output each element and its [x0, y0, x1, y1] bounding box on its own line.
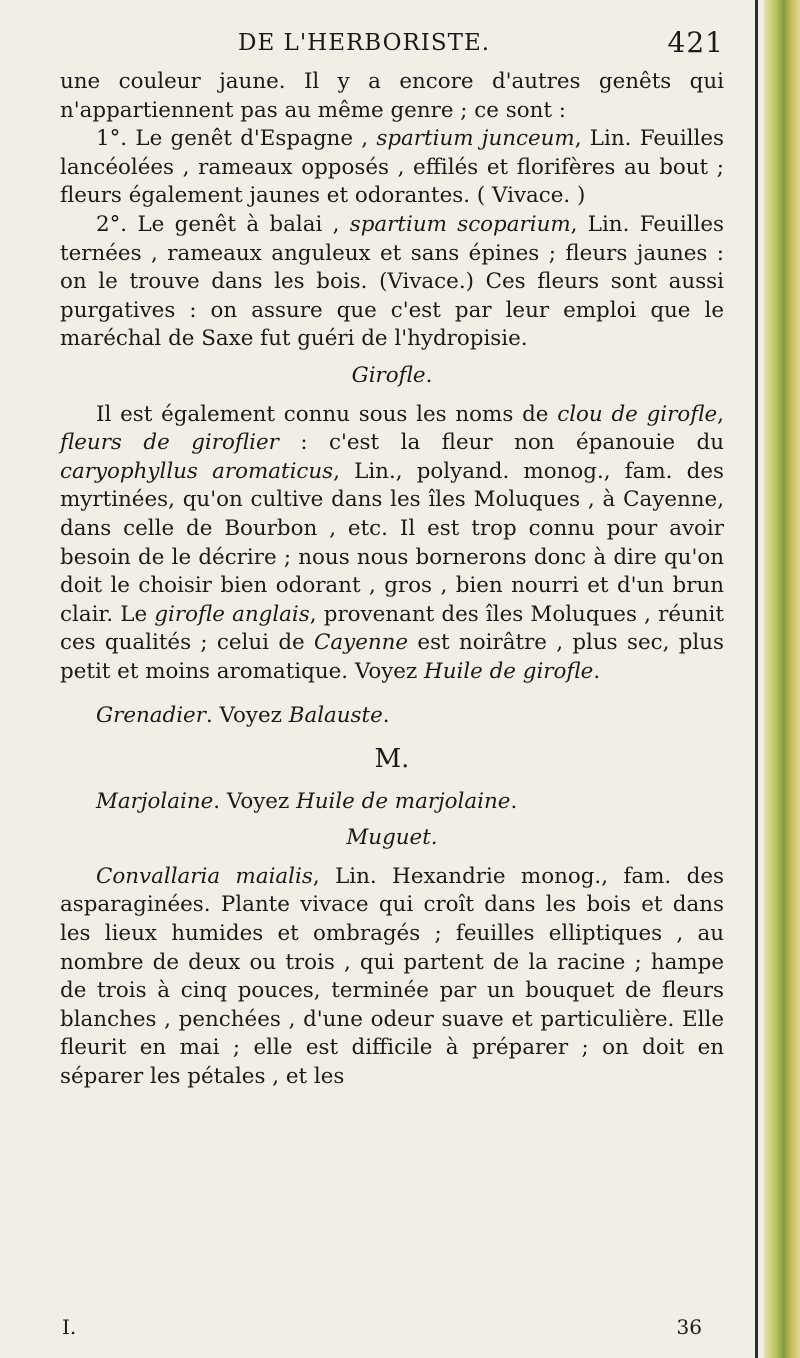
paragraph-muguet: Convallaria maialis, Lin. Hexandrie monog., fam. des asparaginées. Plante vivace qui croît dans les bois et dans les lieux humides et ombragés ; feuilles elliptiques , au nombre de deux ou trois , qui partent de la racine ; hampe de trois à cinq pouces, terminée par un bouquet de fleurs blanches , penchées , d'une odeur suave et particulière. Elle fleurit en mai ; elle est difficile à préparer ; on doit en séparer les pétales , et les	[60, 863, 724, 1089]
heading-muguet: Muguet.	[346, 825, 438, 851]
signature-mark: I.	[62, 1315, 77, 1339]
heading-girofle: Girofle.	[351, 362, 433, 388]
paragraph-genet-balai: 2°. Le genêt à balai , spartium scoparium, Lin. Feuilles ternées , rameaux anguleux et sans épines ; fleurs jaunes : on le trouve dans les bois. (Vivace.) Ces fleurs sont aussi purgatives : on assure que c'est par leur emploi que le maréchal de Saxe fut guéri de l'hydropisie.	[60, 211, 724, 352]
section-letter-m: M.	[374, 744, 410, 775]
binding-shadow	[755, 0, 758, 1358]
book-page	[60, 18, 724, 1092]
page-footer	[60, 1315, 724, 1345]
page-body	[60, 68, 724, 1092]
paragraph-grenadier: Grenadier. Voyez Balauste.	[96, 703, 390, 729]
page-header	[60, 18, 724, 68]
paragraph-continuation: une couleur jaune. Il y a encore d'autres genêts qui n'appartiennent pas au même genre ; ce sont :	[60, 69, 724, 123]
sheet-number: 36	[676, 1315, 702, 1339]
paragraph-marjolaine: Marjolaine. Voyez Huile de marjolaine.	[96, 788, 518, 814]
paragraph-genet-espagne: 1°. Le genêt d'Espagne , spartium junceum, Lin. Feuilles lancéolées , rameaux opposés , effilés et florifères au bout ; fleurs également jaunes et odorantes. ( Vivace. )	[60, 126, 724, 209]
paragraph-girofle: Il est également connu sous les noms de clou de girofle, fleurs de giroflier : c'est la fleur non épanouie du caryophyllus aromaticus, Lin., polyand. monog., fam. des myrtinées, qu'on cultive dans les îles Moluques , à Cayenne, dans celle de Bourbon , etc. Il est trop connu pour avoir besoin de le décrire ; nous nous bornerons donc à dire qu'on doit le choisir bien odorant , gros , bien nourri et d'un brun clair. Le girofle anglais, provenant des îles Moluques , réunit ces qualités ; celui de Cayenne est noirâtre , plus sec, plus petit et moins aromatique. Voyez Huile de girofle.	[60, 401, 724, 684]
page-edge-gilding	[764, 0, 800, 1358]
page-number: 421	[667, 26, 724, 59]
running-title: DE L'HERBORISTE.	[238, 30, 491, 56]
